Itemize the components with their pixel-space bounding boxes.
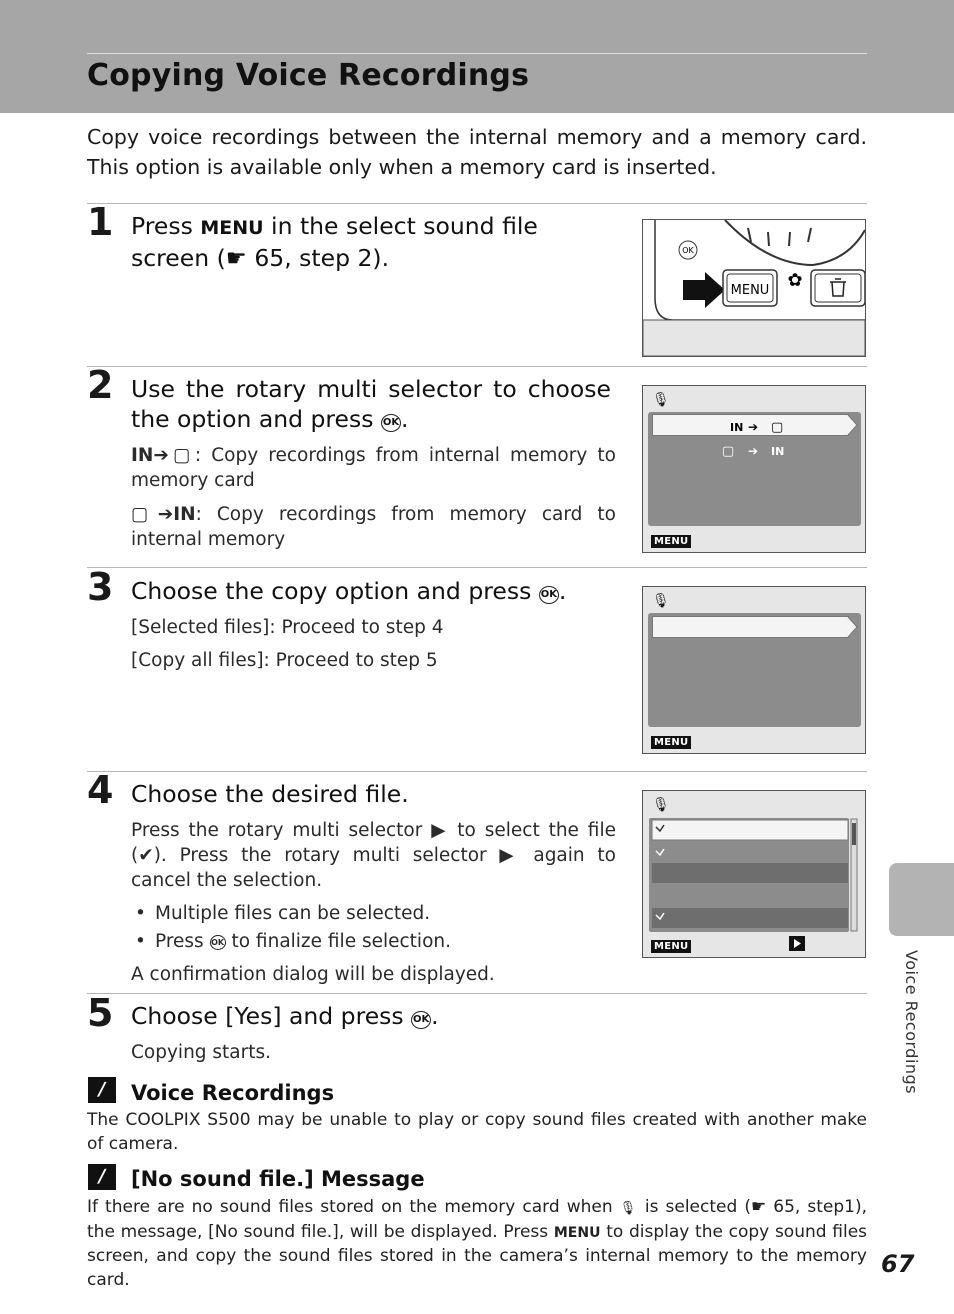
copy-direction-screen: [642, 385, 866, 553]
section-side-tab: [889, 863, 954, 936]
file-list-drawing: [643, 791, 865, 957]
option-1-to-icon: ▢: [771, 420, 784, 435]
microphone-icon: 🎙: [652, 392, 670, 408]
menu-badge-icon: MENU: [651, 940, 691, 953]
note-1-body: The COOLPIX S500 may be unable to play or copy sound files created with another make of camera.: [87, 1110, 867, 1154]
step-2-option-card-to-internal: ▢➔IN: Copy recordings from memory card to internal memory: [131, 504, 616, 550]
option-2-to-icon: IN: [771, 445, 785, 458]
microphone-icon: 🎙: [652, 797, 670, 813]
step-4-heading: Choose the desired file.: [131, 780, 409, 808]
camera-back-illustration: [642, 219, 866, 357]
arrow-icon: ➔: [748, 444, 759, 458]
note-1-title: Voice Recordings: [131, 1081, 335, 1105]
menu-glyph-icon: MENU: [553, 1224, 601, 1241]
note-2-title: [No sound file.] Message: [131, 1167, 425, 1191]
section-side-label: Voice Recordings: [902, 950, 921, 1095]
divider: [87, 203, 867, 204]
arrow-icon: ➔: [157, 504, 174, 525]
bullet-item: • Multiple files can be selected.: [131, 901, 616, 926]
intro-paragraph: Copy voice recordings between the internal memory and a memory card. This option is available only when a memory card is inserted.: [87, 125, 867, 179]
ok-icon: OK: [411, 1011, 431, 1029]
menu-button-label: MENU: [730, 283, 770, 298]
bullet-item: • Press OK to finalize file selection.: [131, 929, 616, 954]
ok-icon: OK: [381, 414, 401, 432]
step-2-number: 2: [87, 363, 114, 407]
microphone-icon: 🎙: [619, 1201, 638, 1216]
step-5-heading: Choose [Yes] and press OK.: [131, 1002, 439, 1030]
ok-button-label: OK: [682, 246, 694, 255]
ok-icon: OK: [210, 935, 226, 950]
note-2-body: If there are no sound files stored on the memory card when 🎙 is selected (☛ 65, step1), the message, [No sound file.], will be displayed. Press MENU to display the copy sound files screen, and copy the sound files stored in the camera’s internal memory to the memory card.: [87, 1197, 868, 1290]
copy-option-screen: [642, 586, 866, 754]
option-2-from-icon: ▢: [722, 444, 735, 459]
step-3-heading: Choose the copy option and press OK.: [131, 577, 567, 605]
divider: [87, 366, 867, 367]
option-1-from-icon: IN: [730, 421, 744, 434]
camera-back-drawing: [643, 220, 865, 356]
svg-text:✿: ✿: [787, 270, 803, 291]
page-title: Copying Voice Recordings: [87, 58, 530, 93]
step-4-bullets: [131, 901, 616, 954]
step-1-heading: Press MENU in the select sound file screen (☛ 65, step 2).: [131, 212, 538, 272]
internal-memory-icon: IN: [173, 504, 196, 525]
memory-card-icon: ▢: [168, 445, 195, 466]
divider: [87, 567, 867, 568]
step-2-heading: Use the rotary multi selector to choose the option and press OK.: [131, 375, 611, 433]
step-5-number: 5: [87, 991, 114, 1035]
microphone-icon: 🎙: [652, 593, 670, 609]
memory-card-icon: ▢: [131, 504, 158, 525]
step-5-body: Copying starts.: [131, 1042, 272, 1063]
ok-icon: OK: [539, 586, 559, 604]
reference-icon: ☛: [225, 244, 247, 272]
divider: [87, 771, 867, 772]
menu-badge-icon: MENU: [651, 736, 691, 749]
arrow-icon: ➔: [748, 420, 759, 434]
step-4-body: Press the rotary multi selector ▶ to select the file (✔). Press the rotary multi selector ▶ again to cancel the selection.: [131, 820, 616, 891]
option-arrows-drawing: [643, 386, 865, 552]
file-select-screen: [642, 790, 866, 958]
header-band: [0, 0, 954, 113]
step-3-selected-files-line: [Selected files]: Proceed to step 4: [131, 617, 444, 638]
arrow-icon: ➔: [153, 445, 169, 466]
step-2-option-internal-to-card: IN➔▢: Copy recordings from internal memory to memory card: [131, 445, 616, 491]
menu-badge-icon: MENU: [651, 535, 691, 548]
bar-tip-drawing: [643, 587, 865, 753]
menu-glyph-icon: MENU: [200, 217, 264, 239]
reference-icon: ☛: [750, 1197, 767, 1217]
note-pencil-icon: ∕: [88, 1164, 116, 1190]
page-number: 67: [881, 1250, 915, 1278]
step-3-number: 3: [87, 565, 114, 609]
internal-memory-icon: IN: [131, 445, 154, 466]
header-rule: [87, 53, 867, 54]
divider: [87, 993, 867, 994]
step-3-copy-all-line: [Copy all files]: Proceed to step 5: [131, 650, 438, 671]
step-4-number: 4: [87, 768, 114, 812]
step-1-number: 1: [87, 200, 114, 244]
note-pencil-icon: ∕: [88, 1077, 116, 1103]
step-4-tail: A confirmation dialog will be displayed.: [131, 964, 495, 985]
